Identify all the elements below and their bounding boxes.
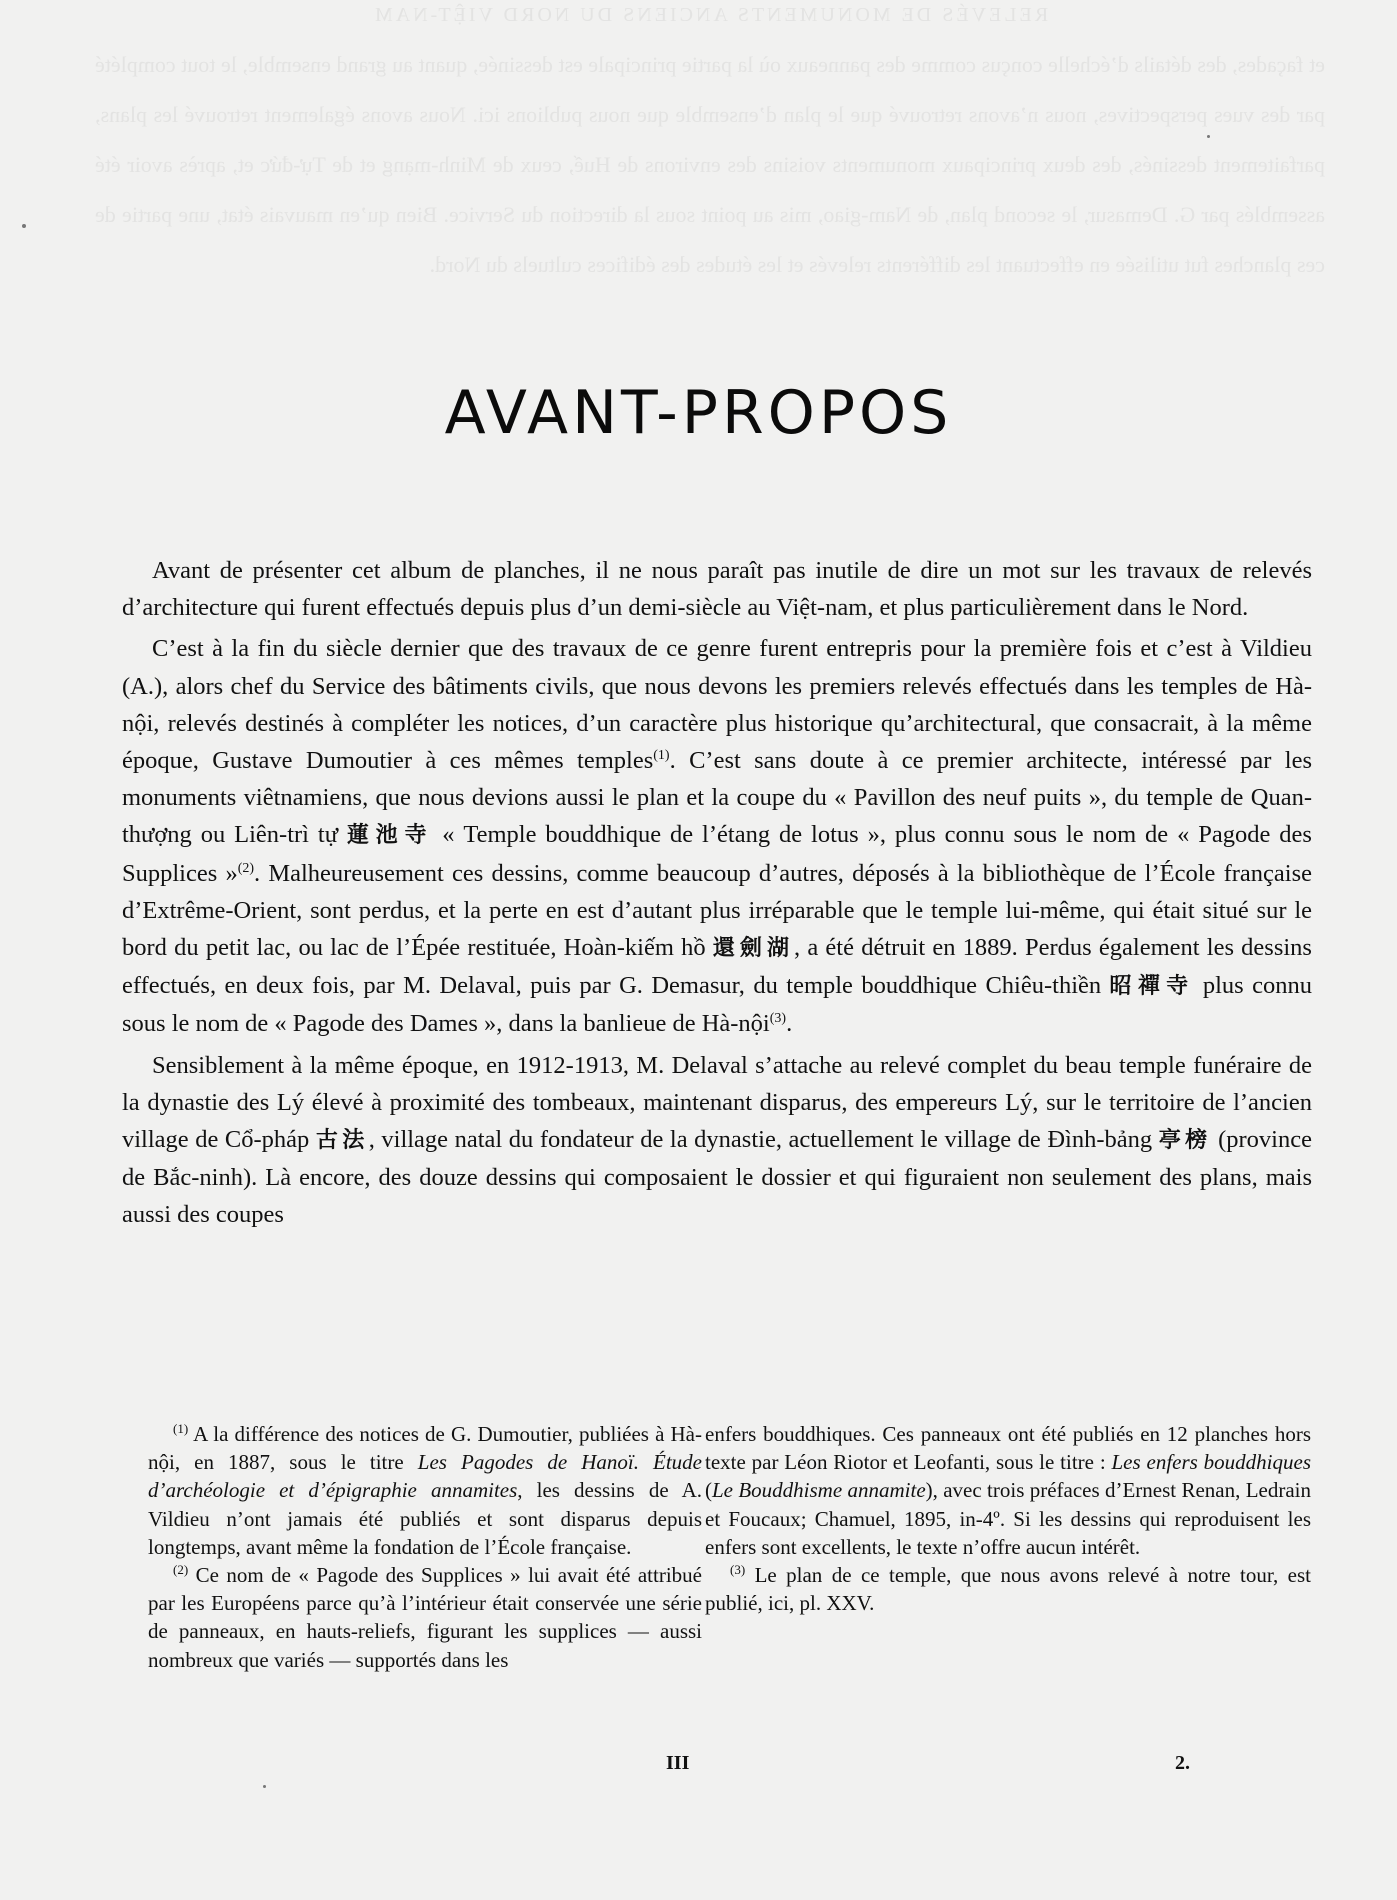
reverse-page-showthrough xyxy=(95,0,1325,290)
paragraph-text: plus connu sous le nom de « Pagode des Dames », dans la banlieue de Hà-nội xyxy=(122,972,1312,1038)
paragraph-text: (province de Bắc-ninh). Là encore, des douze dessins qui composaient le dossier et qui figuraient non seulement des plans, mais aussi des coupes xyxy=(122,1126,1312,1229)
footnote-text: Le plan de ce temple, que nous avons relevé à notre tour, est publié, ici, pl. XXV. xyxy=(705,1563,1311,1616)
page-number: III xyxy=(666,1752,690,1774)
paragraph-text: C’est à la fin du siècle dernier que des travaux de ce genre furent entrepris pour la première fois et c’est à Vildieu (A.), alors chef du Service des bâtiments civils, que nous devons les premiers relevés effectués dans les temples de Hà-nội, relevés destinés à compléter les notices, d’un caractère plus historique qu’architectural, que consacrait, à la même époque, Gustave Dumoutier à ces mêmes temples xyxy=(122,635,1312,775)
paragraph-text: , a été détruit en 1889. Perdus également les dessins effectués, en deux fois, par M. Delaval, puis par G. Demasur, du temple bouddhique Chiêu-thiền xyxy=(122,934,1312,1000)
chinese-characters: 蓮池寺 xyxy=(346,823,434,849)
signature-mark: 2. xyxy=(1175,1752,1190,1774)
paper-speck xyxy=(263,1785,266,1788)
showthrough-text: et façades, des détails d’échelle conçus comme des panneaux où la partie principale est dessinée, quant au grand ensemble, le tout complété par des vues perspectives, nous n’avons retrouvé que le plan d’ensemble que nous publions ici. Nous avons également retrouvé les plans, parfaitement dessinés, des deux principaux monuments voisins des environs de Huế, ceux de Minh-mạng et de Tự-đức et, après avoir été assemblés par G. Demasur, le second plan, de Nam-giao, mis au point sous la direction du Service. Bien qu’en mauvais état, une partie de ces planches fut utilisée en effectuant les différents relevés et les études des édifices cultuels du Nord. xyxy=(95,52,1325,277)
footnote-text: ( xyxy=(705,1478,712,1503)
footnote-marker: (1) xyxy=(173,1421,189,1436)
footnote-2 xyxy=(148,1561,702,1674)
paragraph-text: Avant de présenter cet album de planches, il ne nous paraît pas inutile de dire un mot sur les travaux de relevés d’architecture qui furent effectués depuis plus d’un demi-siècle au Việt-nam, et plus particulièrement dans le Nord. xyxy=(122,557,1312,622)
footnote-text: Ce nom de « Pagode des Supplices » lui avait été attribué par les Européens parce qu’à l’intérieur était conservée une série de panneaux, en hauts-reliefs, figurant les supplices — aussi nombreux que variés — supportés dans les xyxy=(148,1563,703,1672)
paragraph-intro xyxy=(122,552,1312,626)
footnote-text: ), avec trois préfaces d’Ernest Renan, Ledrain et Foucaux; Chamuel, 1895, in-4º. Si les dessins qui reproduisent les enfers sont excellents, le texte n’offre aucun intérêt. xyxy=(705,1478,1311,1559)
footnote-italic-title: Les Pagodes de Hanoï. Étude d’archéologie et d’épigraphie annamites xyxy=(148,1450,702,1503)
footnote-italic-title: Les enfers bouddhiques xyxy=(1111,1450,1311,1475)
footnote-text: A la différence des notices de G. Dumoutier, publiées à Hà-nội, en 1887, sous le titre xyxy=(148,1422,702,1475)
page-title: AVANT-PROPOS xyxy=(444,378,953,449)
paragraph-text: « Temple bouddhique de l’étang de lotus », plus connu sous le nom de « Pagode des Supplices » xyxy=(122,821,1312,887)
chinese-characters: 昭禪寺 xyxy=(1109,974,1195,1000)
footnote-text: , les dessins de A. Vildieu n’ont jamais été publiés et sont disparus depuis longtemps, avant même la fondation de l’École française. xyxy=(148,1478,703,1559)
footnotes-left-column xyxy=(148,1420,702,1674)
footnote-3 xyxy=(705,1561,1311,1617)
footnote-1 xyxy=(148,1420,702,1561)
footnote-italic-title: Le Bouddhisme annamite xyxy=(712,1478,926,1503)
footnote-ref-1[interactable]: (1) xyxy=(653,748,670,764)
chinese-characters: 古法 xyxy=(315,1128,369,1154)
paragraph-text: . C’est sans doute à ce premier architecte, intéressé par les monuments viêtnamiens, que nous devions aussi le plan et la coupe du « Pavillon des neuf puits », du temple de Quan-thượng ou Liên-trì tự xyxy=(122,747,1313,849)
footnote-2-continued xyxy=(705,1420,1311,1561)
paragraph-history xyxy=(122,630,1312,1042)
chinese-characters: 還劍湖 xyxy=(712,936,795,962)
paper-speck xyxy=(22,224,26,228)
main-body xyxy=(122,552,1312,1234)
footnotes-right-column xyxy=(705,1420,1311,1617)
paragraph-delaval xyxy=(122,1047,1312,1234)
paragraph-text: . Malheureusement ces dessins, comme beaucoup d’autres, déposés à la bibliothèque de l’École française d’Extrême-Orient, sont perdus, et la perte en est d’autant plus irréparable que le temple lui-même, qui était situé sur le bord du petit lac, ou lac de l’Épée restituée, Hoàn-kiếm hồ xyxy=(122,859,1312,962)
paper-speck xyxy=(1207,135,1210,138)
footnote-ref-3[interactable]: (3) xyxy=(769,1011,787,1027)
chinese-characters: 亭榜 xyxy=(1158,1128,1212,1154)
footnote-text: enfers bouddhiques. Ces panneaux ont été publiés en 12 planches hors texte par Léon Riotor et Leofanti, sous le titre : xyxy=(705,1422,1311,1475)
paragraph-text: . xyxy=(786,1010,793,1038)
running-head-showthrough: RELEVÉS DE MONUMENTS ANCIENS DU NORD VIỆT-NAM xyxy=(371,4,1049,26)
footnote-ref-2[interactable]: (2) xyxy=(237,860,255,876)
footnote-marker: (2) xyxy=(173,1562,189,1578)
paragraph-text: Sensiblement à la même époque, en 1912-1913, M. Delaval s’attache au relevé complet du beau temple funéraire de la dynastie des Lý élevé à proximité des tombeaux, maintenant disparus, des empereurs Lý, sur le territoire de l’ancien village de Cổ-pháp xyxy=(122,1051,1312,1154)
paragraph-text: , village natal du fondateur de la dynastie, actuellement le village de Đình-bảng xyxy=(368,1126,1153,1154)
footnote-marker: (3) xyxy=(730,1562,746,1578)
